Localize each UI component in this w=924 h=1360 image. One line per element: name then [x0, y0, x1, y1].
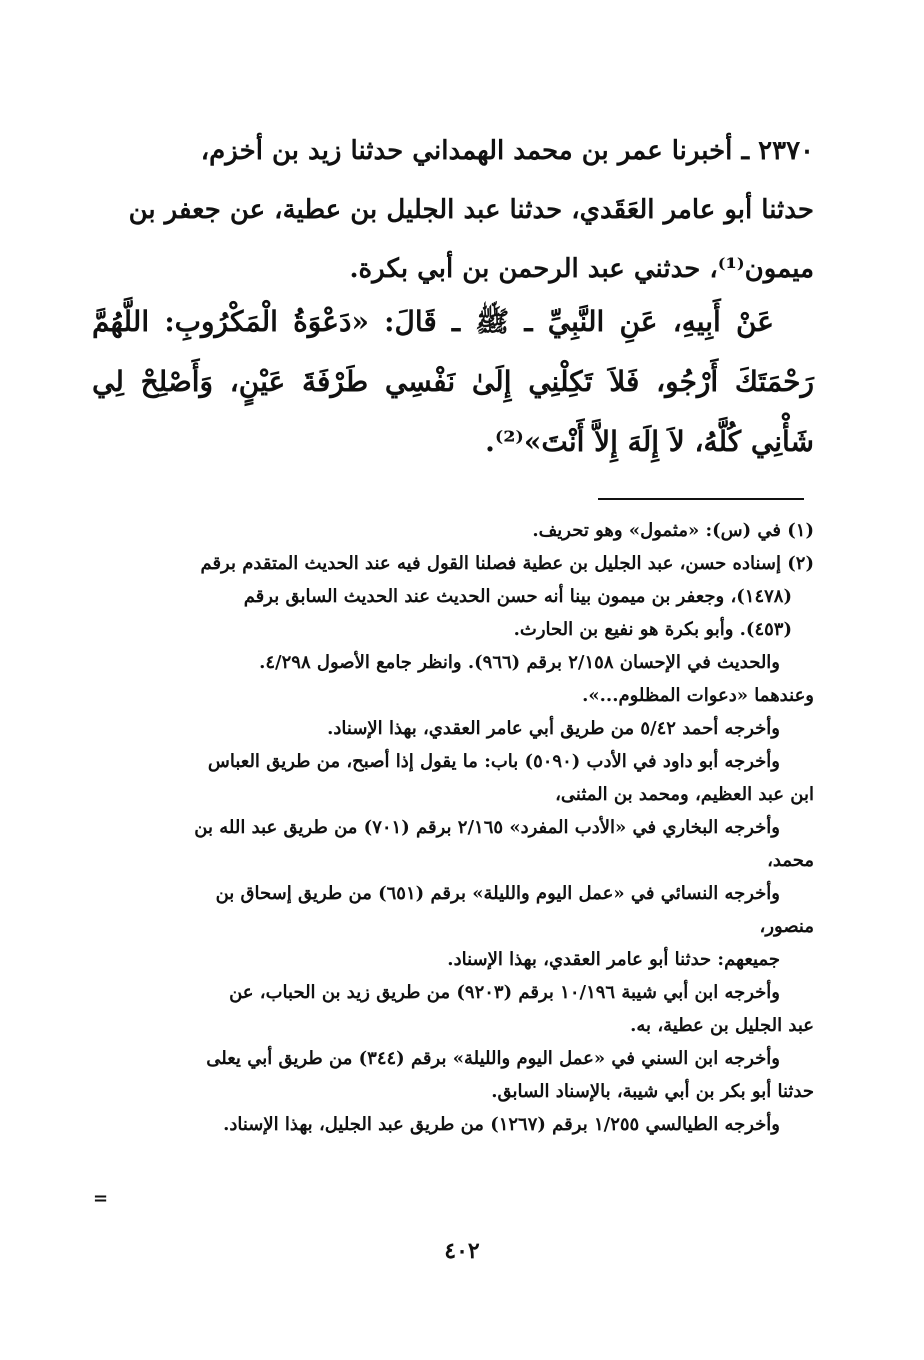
footnote-2-line-2: (١٤٧٨)، وجعفر بن ميمون بينا أنه حسن الحديث عند الحديث السابق برقم [243, 586, 792, 607]
footnote-2-line-3: (٤٥٣). وأبو بكرة هو نفيع بن الحارث. [513, 619, 792, 640]
isnad-line-3: ميمون⁽¹⁾، حدثني عبد الرحمن بن أبي بكرة. [349, 254, 814, 284]
footnote-para-abudawud-cont: ابن عبد العظيم، ومحمد بن المثنى، [555, 784, 814, 805]
footnote-2-line-1: (٢) إسناده حسن، عبد الجليل بن عطية فصلنا القول فيه عند الحديث المتقدم برقم [200, 553, 814, 574]
footnote-para-jamiuhum: جميعهم: حدثنا أبو عامر العقدي، بهذا الإسناد. [447, 949, 780, 970]
footnotes [92, 514, 814, 1141]
isnad-line-2: حدثنا أبو عامر العَقَدي، حدثنا عبد الجليل بن عطية، عن جعفر بن [128, 195, 814, 225]
footnote-para-ihsan: والحديث في الإحسان ٢/١٥٨ برقم (٩٦٦). وانظر جامع الأصول ٤/٢٩٨. [259, 652, 780, 673]
footnote-para-ibnabishayba: وأخرجه ابن أبي شيبة ١٠/١٩٦ برقم (٩٢٠٣) من طريق زيد بن الحباب، عن [229, 982, 780, 1003]
isnad-line-1: ٢٣٧٠ ـ أخبرنا عمر بن محمد الهمداني حدثنا زيد بن أخزم، [200, 136, 814, 166]
footnote-para-abudawud: وأخرجه أبو داود في الأدب (٥٠٩٠) باب: ما يقول إذا أصبح، من طريق العباس [207, 751, 780, 772]
footnote-para-tayalisi: وأخرجه الطيالسي ١/٢٥٥ برقم (١٢٦٧) من طريق عبد الجليل، بهذا الإسناد. [223, 1114, 780, 1135]
footnote-para-ibnalsunni: وأخرجه ابن السني في «عمل اليوم والليلة» برقم (٣٤٤) من طريق أبي يعلى [206, 1048, 780, 1069]
footnote-para-ihsan-cont: وعندهما «دعوات المظلوم...». [582, 685, 814, 706]
footnote-para-nasai-cont: منصور، [759, 916, 814, 937]
footnote-para-ibnalsunni-cont: حدثنا أبو بكر بن أبي شيبة، بالإسناد السابق. [491, 1081, 814, 1102]
footnote-divider [598, 498, 804, 500]
footnote-para-nasai: وأخرجه النسائي في «عمل اليوم والليلة» برقم (٦٥١) من طريق إسحاق بن [215, 883, 780, 904]
isnad-text [92, 122, 814, 299]
footnote-para-ahmad: وأخرجه أحمد ٥/٤٢ من طريق أبي عامر العقدي، بهذا الإسناد. [327, 718, 780, 739]
page-number: ٤٠٢ [444, 1238, 480, 1264]
hadith-text: عَنْ أَبِيهِ، عَنِ النَّبِيِّ ـ ﷺ ـ قَالَ: «دَعْوَةُ الْمَكْرُوبِ: اللَّهُمَّ رَحْمَتَكَ أَرْجُو، فَلاَ تَكِلْنِي إِلَىٰ نَفْسِي طَرْفَةَ عَيْنٍ، وَأَصْلِحْ لِي شَأْنِي كُلَّهُ، لاَ إِلَهَ إِلاَّ أَنْتَ»⁽²⁾. [92, 305, 814, 458]
continued-mark: = [93, 1188, 109, 1209]
footnote-para-ibnabishayba-cont: عبد الجليل بن عطية، به. [630, 1015, 814, 1036]
footnote-1: (١) في (س): «مثمول» وهو تحريف. [532, 520, 814, 541]
footnote-para-bukhari: وأخرجه البخاري في «الأدب المفرد» ٢/١٦٥ برقم (٧٠١) من طريق عبد الله بن [194, 817, 780, 838]
footnote-para-bukhari-cont: محمد، [767, 850, 814, 871]
